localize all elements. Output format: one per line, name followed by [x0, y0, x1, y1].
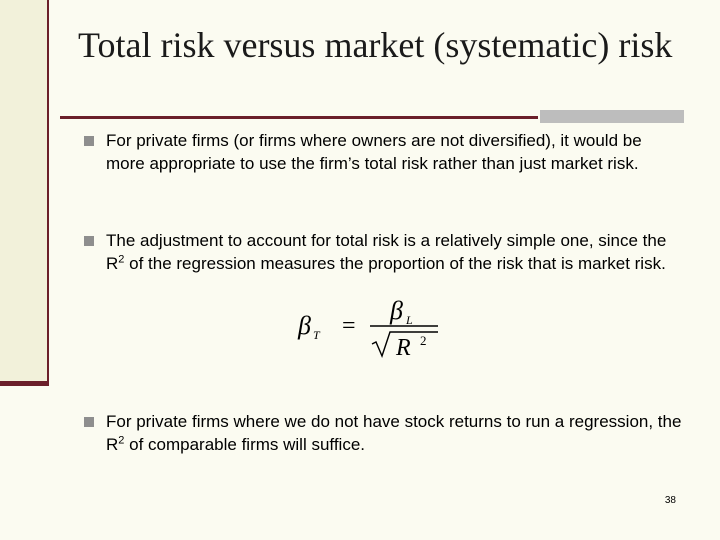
bullet-text-before: For private firms where we do not have stock returns to run a regression, the R: [106, 412, 682, 454]
side-strip-edge: [47, 0, 49, 386]
title-rule: [60, 116, 538, 119]
bullet-marker: [84, 417, 94, 427]
denominator-exponent: 2: [420, 333, 427, 348]
bullet-marker: [84, 136, 94, 146]
bullet-item: [84, 230, 684, 275]
numerator-subscript: L: [406, 313, 413, 327]
slide-title: Total risk versus market (systematic) risk: [78, 25, 673, 65]
bullet-item: [84, 411, 684, 456]
side-strip-foot: [0, 381, 49, 386]
bullet-text: [106, 230, 684, 275]
bullet-text: For private firms (or firms where owners are not diversified), it would be more appropriate to use the firm’s total risk rather than just market risk.: [106, 131, 642, 173]
bullet-text-after: of comparable firms will suffice.: [124, 434, 366, 454]
bullet-marker: [84, 236, 94, 246]
bullet-text-before: The adjustment to account for total risk is a relatively simple one, since the R: [106, 231, 667, 273]
bullet-item: [84, 130, 684, 175]
bullet-text-after: of the regression measures the proportion of the risk that is market risk.: [124, 253, 666, 273]
lhs-beta: β: [298, 311, 311, 340]
beta-adjustment-formula: [296, 294, 446, 360]
superscript: 2: [118, 252, 125, 265]
equals-sign: =: [342, 313, 356, 339]
denominator-r: R: [396, 335, 411, 360]
superscript: 2: [118, 433, 125, 446]
title-rule-accent: [540, 110, 684, 123]
bullet-text: [106, 411, 684, 456]
numerator-beta: β: [390, 296, 403, 325]
lhs-subscript: T: [313, 328, 320, 342]
side-strip: [0, 0, 47, 384]
page-number: 38: [664, 495, 676, 506]
